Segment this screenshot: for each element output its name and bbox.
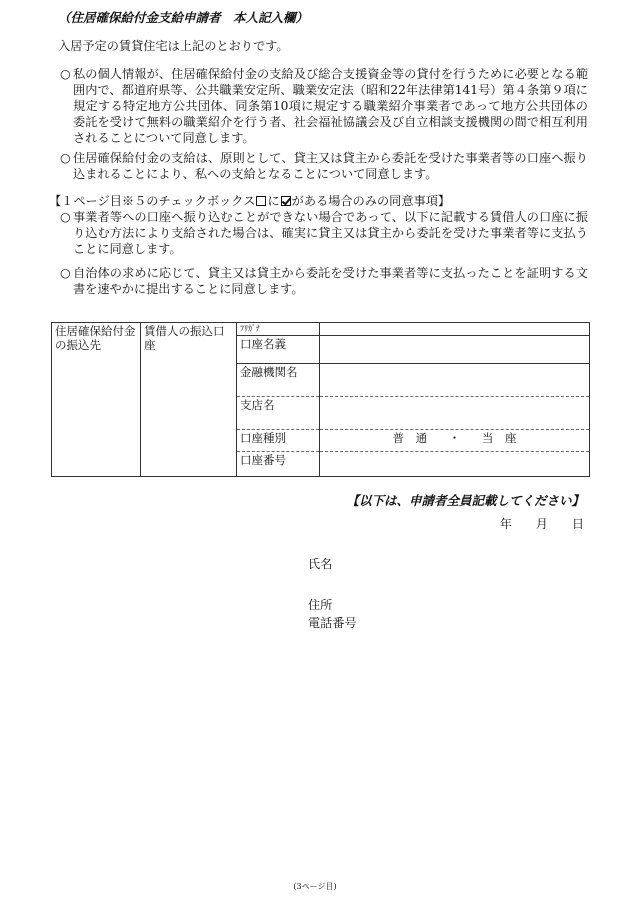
consent-text: 住居確保給付金の支給は、原則として、貸主又は貸主から委託を受けた事業者等の口座へ振り込まれることにより、私への支給となることについて同意します。 (73, 151, 588, 181)
name-field-label: 氏名 (308, 557, 333, 571)
consent-item-payment (60, 150, 588, 182)
date-day-label: 日 (571, 517, 584, 531)
bullet-mark: ○ (60, 67, 71, 81)
date-line (480, 515, 584, 532)
branch-name-label: 支店名 (237, 396, 320, 429)
conditional-text: 事業者等への口座へ振り込むことができない場合であって、以下に記載する賃借人の口座に振り込む方法により支給された場合は、確実に貸主又は貸主から委託を受けた事業者等に支払うことに同意します。 (73, 210, 588, 256)
account-name-field[interactable] (320, 336, 590, 364)
conditional-heading-pre: 【１ページ目※５のチェックボックス (49, 194, 256, 208)
table-label-destination: 住居確保給付金の振込先 (52, 323, 141, 477)
bullet-mark: ○ (60, 210, 71, 224)
account-type-label: 口座種別 (237, 429, 320, 452)
section-title: （住居確保給付金支給申請者 本人記入欄） (58, 10, 309, 25)
bullet-mark: ○ (60, 151, 71, 165)
table-label-tenant-account: 賃借人の振込口座 (141, 323, 237, 477)
branch-name-field[interactable] (320, 396, 590, 429)
account-number-label: 口座番号 (237, 452, 320, 477)
conditional-item-tenant-account (60, 209, 588, 257)
phone-field-label: 電話番号 (308, 616, 357, 630)
account-number-field[interactable] (320, 452, 590, 477)
bullet-mark: ○ (60, 266, 71, 280)
address-field-label: 住所 (308, 598, 333, 612)
account-type-ordinary[interactable]: 普 通 (392, 430, 428, 445)
account-type-separator: ・ (448, 430, 461, 445)
bank-name-label: 金融機関名 (237, 364, 320, 397)
bank-account-table (51, 322, 590, 477)
empty-checkbox-icon (256, 196, 266, 206)
furigana-field[interactable] (320, 323, 590, 336)
account-type-field[interactable] (320, 429, 590, 452)
checked-checkbox-icon (281, 196, 291, 206)
conditional-text: 自治体の求めに応じて、貸主又は貸主から委託を受けた事業者等に支払ったことを証明する文書を速やかに提出することに同意します。 (73, 266, 588, 296)
furigana-label: ﾌﾘｶﾞﾅ (237, 323, 320, 336)
conditional-heading-mid: に (267, 194, 280, 208)
date-month-label: 月 (535, 517, 548, 531)
conditional-heading (49, 193, 450, 209)
conditional-heading-post: がある場合のみの同意事項】 (291, 194, 451, 208)
account-type-current[interactable]: 当 座 (481, 430, 517, 445)
bank-name-field[interactable] (320, 364, 590, 397)
conditional-item-proof (60, 265, 588, 297)
account-name-label: 口座名義 (237, 336, 320, 364)
intro-text: 入居予定の賃貸住宅は上記のとおりです。 (58, 39, 289, 53)
date-year-label: 年 (499, 517, 512, 531)
consent-item-personal-info (60, 66, 588, 146)
consent-text: 私の個人情報が、住居確保給付金の支給及び総合支援資金等の貸付を行うために必要となる範囲内で、都道府県等、公共職業安定所、職業安定法（昭和22年法律第141号）第４条第９項に規定する特定地方公共団体、同条第10項に規定する職業紹介事業者であって地方公共団体の委託を受けて無料の職業紹介を行う者、社会福祉協議会及び自立相談支援機関の間で相互利用されることについて同意します。 (73, 67, 588, 145)
page-number: (3ページ目) (293, 882, 337, 891)
applicant-note: 【以下は、申請者全員記載してください】 (346, 493, 584, 508)
